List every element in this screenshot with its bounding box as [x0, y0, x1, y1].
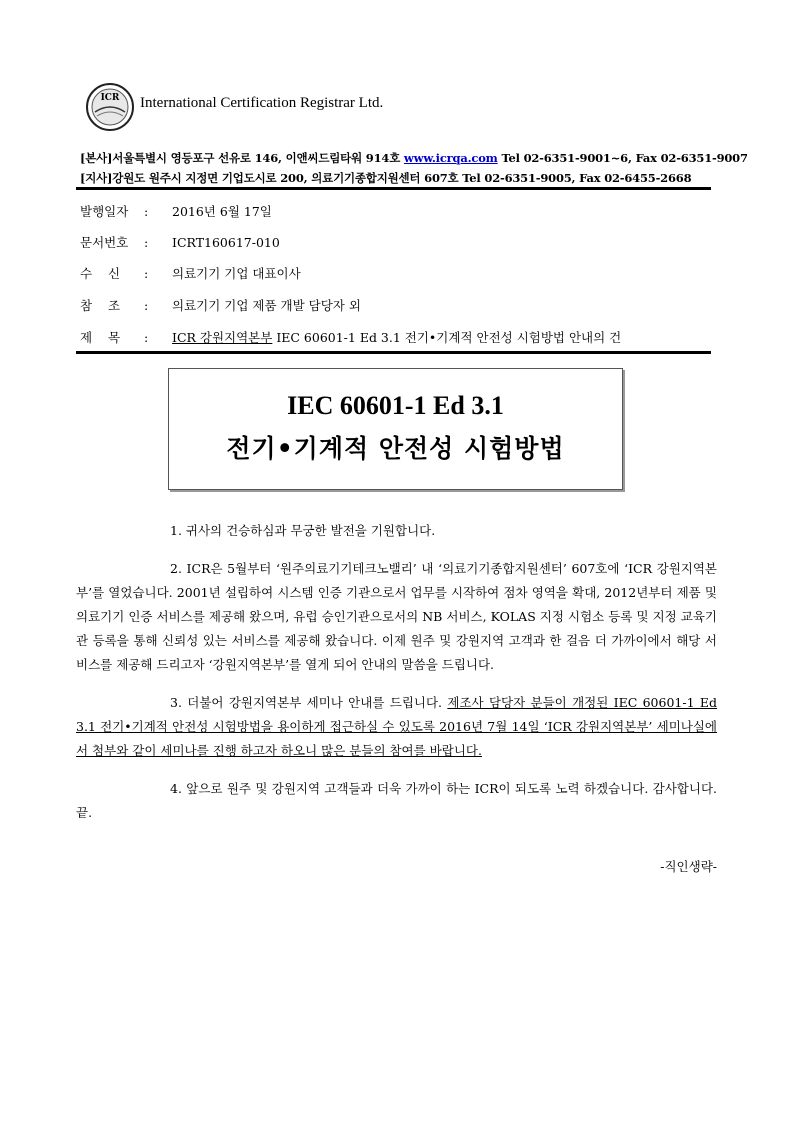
letter-body [76, 519, 717, 839]
meta-doc-number: 문서번호 : ICRT160617-010 [80, 235, 280, 250]
paragraph-3: 3. 더불어 강원지역본부 세미나 안내를 드립니다. 제조사 담당자 분들이 개정된 IEC 60601-1 Ed 3.1 전기•기계적 안전성 시험방법을 용이하게 접근하실 수 있도록 2016년 7월 14일 ‘ICR 강원지역본부’ 세미나실에서 첨부와 같이 세미나를 진행 하고자 하오니 많은 분들의 참여를 바랍니다. [76, 695, 718, 758]
paragraph-1: 1. 귀사의 건승하심과 무궁한 발전을 기원합니다. [170, 523, 436, 538]
meta-reference: 참 조 : 의료기기 기업 제품 개발 담당자 외 [80, 298, 361, 313]
header-rule [76, 187, 711, 190]
website-link[interactable]: www.icrqa.com [403, 151, 498, 165]
logo-text: ICR [100, 93, 120, 103]
meta-subject: 제 목 : ICR 강원지역본부 IEC 60601-1 Ed 3.1 전기•기계적 안전성 시험방법 안내의 건 [80, 330, 622, 345]
company-name: International Certification Registrar Ltd. [140, 95, 384, 111]
paragraph-4: 4. 앞으로 원주 및 강원지역 고객들과 더욱 가까이 하는 ICR이 되도록 노력 하겠습니다. 감사합니다. 끝. [76, 781, 717, 820]
meta-recipient: 수 신 : 의료기기 기업 대표이사 [80, 266, 301, 281]
branch-office-address: [지사]강원도 원주시 지정면 기업도시로 200, 의료기기종합지원센터 607호 Tel 02-6351-9005, Fax 02-6455-2668 [80, 171, 692, 185]
icr-logo-icon [85, 82, 135, 132]
title-line-1: IEC 60601-1 Ed 3.1 [287, 391, 504, 420]
meta-issue-date: 발행일자 : 2016년 6월 17일 [80, 204, 272, 219]
title-line-2: 전기•기계적 안전성 시험방법 [226, 434, 565, 463]
seal-omitted-note: -직인생략- [660, 859, 717, 874]
meta-rule [76, 351, 711, 354]
paragraph-2: 2. ICR은 5월부터 ‘원주의료기기테크노밸리’ 내 ‘의료기기종합지원센터’ 607호에 ‘ICR 강원지역본부’를 열었습니다. 2001년 설립하여 시스템 인증 기관으로서 업무를 시작하여 점차 영역을 확대, 2012년부터 제품 및 의료기기 인증 서비스를 제공해 왔으며, 유럽 승인기관으로서의 NB 서비스, KOLAS 지정 시험소 등록 및 지정 교육기관 등록을 통해 신뢰성 있는 서비스를 제공해 왔습니다. 이제 원주 및 강원지역 고객과 한 걸음 더 가까이에서 해당 서비스를 제공해 드리고자 ‘강원지역본부’를 열게 되어 안내의 말씀을 드립니다. [76, 561, 717, 672]
head-office-address: [본사]서울특별시 영등포구 선유로 146, 이앤씨드림타워 914호 www.icrqa.com Tel 02-6351-9001~6, Fax 02-6351-9007 [80, 151, 748, 165]
title-box [168, 368, 623, 490]
